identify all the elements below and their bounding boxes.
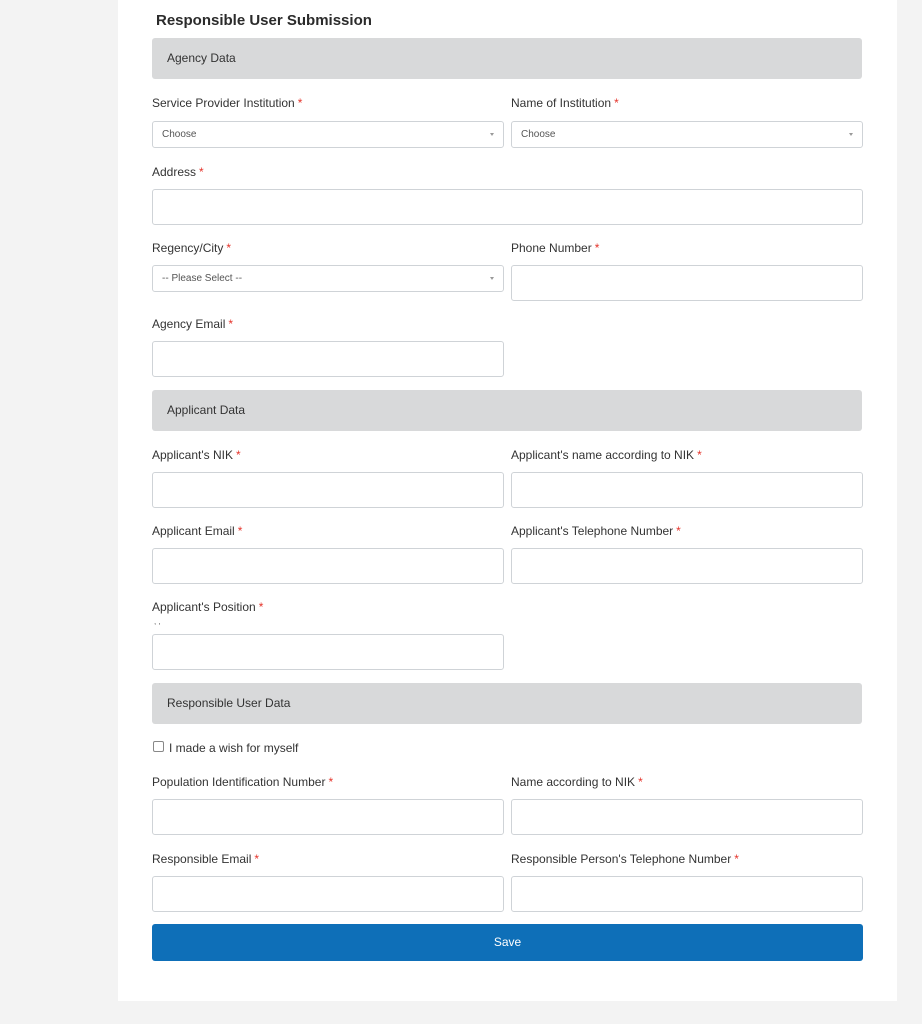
applicant-name-input[interactable] xyxy=(511,472,863,508)
required-marker: * xyxy=(199,165,204,179)
agency-email-input[interactable] xyxy=(152,341,504,377)
section-header-responsible: Responsible User Data xyxy=(152,683,862,724)
required-marker: * xyxy=(258,600,264,614)
required-marker: * xyxy=(638,775,643,789)
required-marker: * xyxy=(236,448,241,462)
required-marker: * xyxy=(676,524,681,538)
responsible-phone-label: Responsible Person's Telephone Number * xyxy=(511,852,739,866)
regency-select[interactable] xyxy=(152,265,504,292)
agency-email-label: Agency Email * xyxy=(152,317,234,331)
required-marker: * xyxy=(254,852,260,866)
phone-number-label: Phone Number * xyxy=(511,241,600,255)
population-id-input[interactable] xyxy=(152,799,504,835)
regency-label: Regency/City * xyxy=(152,241,232,255)
service-provider-value: Choose xyxy=(162,129,197,140)
chevron-down-icon xyxy=(849,133,853,136)
regency-value: -- Please Select -- xyxy=(162,273,243,284)
save-button[interactable]: Save xyxy=(152,924,863,961)
responsible-email-input[interactable] xyxy=(152,876,504,912)
section-header-applicant: Applicant Data xyxy=(152,390,862,431)
self-request-label[interactable]: I made a wish for myself xyxy=(169,741,299,755)
required-marker: * xyxy=(328,775,334,789)
applicant-nik-input[interactable] xyxy=(152,472,504,508)
required-marker: * xyxy=(734,852,739,866)
phone-number-input[interactable] xyxy=(511,265,863,301)
required-marker: * xyxy=(594,241,600,255)
institution-name-select[interactable] xyxy=(511,121,863,148)
required-marker: * xyxy=(614,96,619,110)
institution-name-label: Name of Institution * xyxy=(511,96,619,110)
self-request-checkbox[interactable] xyxy=(153,741,164,752)
required-marker: * xyxy=(297,96,303,110)
responsible-name-input[interactable] xyxy=(511,799,863,835)
responsible-email-label: Responsible Email * xyxy=(152,852,260,866)
required-marker: * xyxy=(697,448,702,462)
applicant-phone-label: Applicant's Telephone Number * xyxy=(511,524,681,538)
page-title: Responsible User Submission xyxy=(156,12,372,29)
required-marker: * xyxy=(228,317,234,331)
responsible-phone-input[interactable] xyxy=(511,876,863,912)
address-input[interactable] xyxy=(152,189,863,225)
stray-text: , , xyxy=(154,617,161,626)
applicant-position-input[interactable] xyxy=(152,634,504,670)
population-id-label: Population Identification Number * xyxy=(152,775,334,789)
chevron-down-icon xyxy=(490,133,494,136)
applicant-name-label: Applicant's name according to NIK * xyxy=(511,448,702,462)
institution-name-value: Choose xyxy=(521,129,556,140)
required-marker: * xyxy=(226,241,232,255)
service-provider-label: Service Provider Institution * xyxy=(152,96,303,110)
section-header-agency: Agency Data xyxy=(152,38,862,79)
applicant-email-label: Applicant Email * xyxy=(152,524,243,538)
applicant-nik-label: Applicant's NIK * xyxy=(152,448,241,462)
applicant-phone-input[interactable] xyxy=(511,548,863,584)
address-label: Address * xyxy=(152,165,204,179)
chevron-down-icon xyxy=(490,277,494,280)
form-card xyxy=(118,0,897,1001)
applicant-email-input[interactable] xyxy=(152,548,504,584)
applicant-position-label: Applicant's Position * xyxy=(152,600,264,614)
required-marker: * xyxy=(237,524,243,538)
service-provider-select[interactable] xyxy=(152,121,504,148)
responsible-name-label: Name according to NIK * xyxy=(511,775,643,789)
